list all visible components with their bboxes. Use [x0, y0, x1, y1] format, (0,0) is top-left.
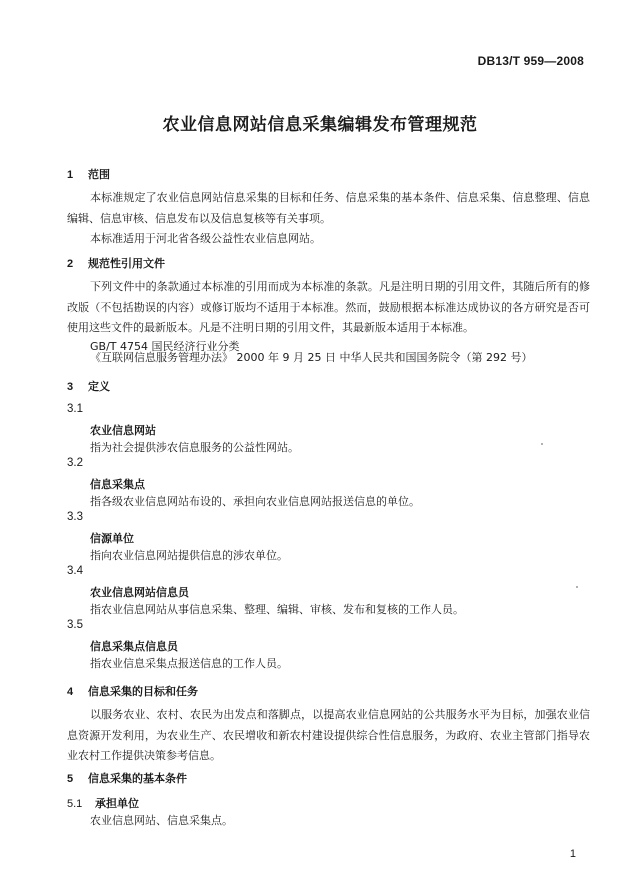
definition-description: 指农业信息网站从事信息采集、整理、编辑、审核、发布和复核的工作人员。 — [90, 603, 464, 616]
standard-code: DB13/T 959—2008 — [477, 54, 584, 68]
definition-term: 信源单位 — [90, 532, 134, 545]
subsection-number: 5.1 — [67, 798, 83, 810]
document-title: 农业信息网站信息采集编辑发布管理规范 — [162, 115, 478, 135]
subsection-5-1-heading — [67, 795, 139, 811]
section-1-paragraph-2: 本标准适用于河北省各级公益性农业信息网站。 — [90, 232, 321, 245]
section-number: 4 — [67, 686, 74, 698]
definition-number: 3.5 — [67, 619, 83, 631]
section-4-paragraph-1: 以服务农业、农村、农民为出发点和落脚点，以提高农业信息网站的公共服务水平为目标，加强农业信息资源开发利用，为农业生产、农民增收和新农村建设提供综合性信息服务，为政府、农业主管部门指导农业农村工作提供决策参考信息。 — [67, 708, 590, 762]
subsection-title: 承担单位 — [95, 797, 139, 810]
definition-term: 农业信息网站 — [90, 424, 156, 437]
reference-gb-t-4754: GB/T 4754 国民经济行业分类 — [90, 340, 240, 353]
scan-speck — [541, 443, 543, 445]
section-number: 5 — [67, 773, 74, 785]
section-5-heading — [67, 770, 187, 786]
definition-number: 3.4 — [67, 565, 83, 577]
definition-description: 指为社会提供涉农信息服务的公益性网站。 — [90, 441, 299, 454]
section-1-heading — [67, 166, 110, 182]
definition-description: 指向农业信息网站提供信息的涉农单位。 — [90, 549, 288, 562]
definition-term: 信息采集点信息员 — [90, 640, 178, 653]
section-number: 1 — [67, 169, 74, 181]
definition-number: 3.1 — [67, 403, 83, 415]
section-number: 2 — [67, 258, 74, 270]
section-2-paragraph-1: 下列文件中的条款通过本标准的引用而成为本标准的条款。凡是注明日期的引用文件，其随后所有的修改版（不包括勘误的内容）或修订版均不适用于本标准。然而，鼓励根据本标准达成协议的各方研究是否可使用这些文件的最新版本。凡是不注明日期的引用文件，其最新版本适用于本标准。 — [67, 280, 590, 334]
definition-term: 农业信息网站信息员 — [90, 586, 189, 599]
section-number: 3 — [67, 381, 74, 393]
section-title: 定义 — [88, 380, 110, 393]
section-1-paragraph-1: 本标准规定了农业信息网站信息采集的目标和任务、信息采集的基本条件、信息采集、信息整理、信息编辑、信息审核、信息发布以及信息复核等有关事项。 — [67, 191, 590, 225]
section-4-heading — [67, 683, 198, 699]
section-title: 信息采集的目标和任务 — [88, 685, 198, 698]
page-number: 1 — [569, 848, 576, 860]
subsection-5-1-text: 农业信息网站、信息采集点。 — [90, 814, 233, 827]
definition-description: 指农业信息采集点报送信息的工作人员。 — [90, 657, 288, 670]
definition-term: 信息采集点 — [90, 478, 145, 491]
section-title: 信息采集的基本条件 — [88, 772, 187, 785]
definition-number: 3.3 — [67, 511, 83, 523]
reference-internet-regulation: 《互联网信息服务管理办法》 2000 年 9 月 25 日 中华人民共和国国务院令（第 292 号） — [90, 351, 533, 364]
section-2-heading — [67, 255, 165, 271]
section-title: 规范性引用文件 — [88, 257, 165, 270]
definition-number: 3.2 — [67, 457, 83, 469]
scan-speck — [576, 586, 578, 588]
definition-description: 指各级农业信息网站布设的、承担向农业信息网站报送信息的单位。 — [90, 495, 420, 508]
section-3-heading — [67, 378, 110, 394]
section-title: 范围 — [88, 168, 110, 181]
